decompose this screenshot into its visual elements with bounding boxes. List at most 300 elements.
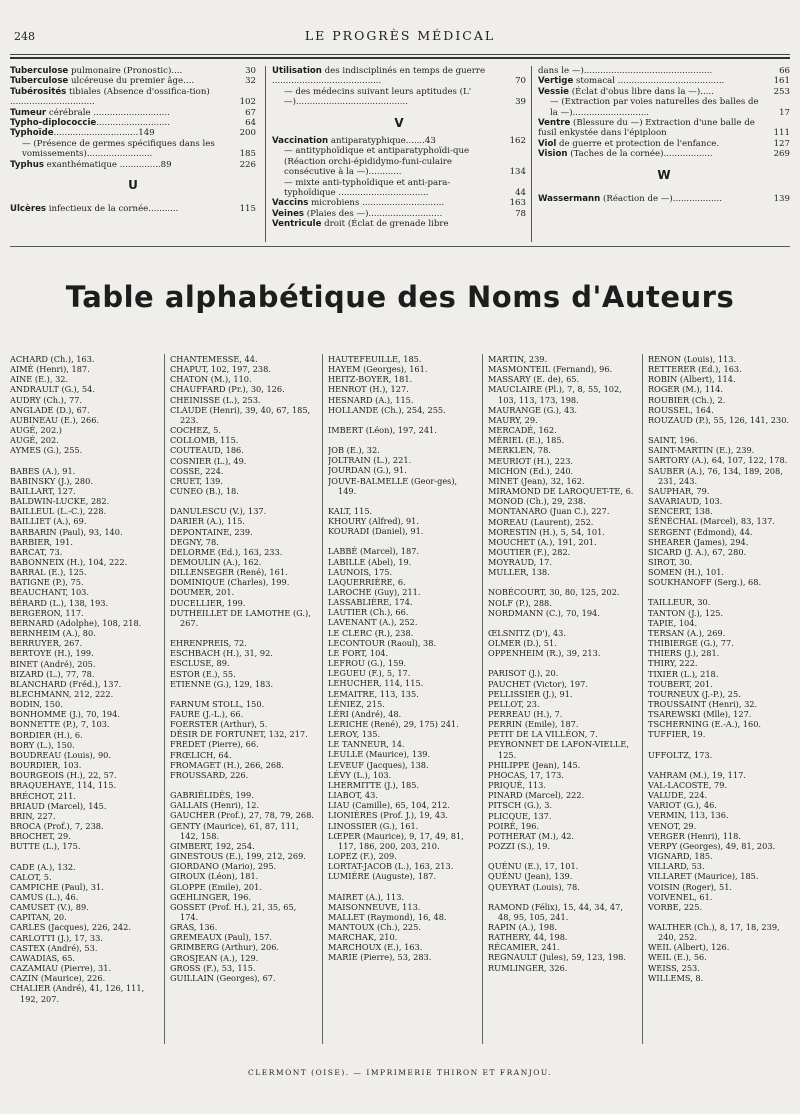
author-column-1 (10, 354, 158, 1044)
author-entry: TSAREWSKI (Mlle), 127. (648, 709, 752, 720)
page-ref: 70 (515, 76, 526, 87)
author-entry: FROMAGET (H.), 266, 268. (170, 759, 284, 770)
author-entry: LAUTIER (Ch.), 66. (328, 607, 409, 618)
author-entry: CARLES (Jacques), 226, 242. (10, 922, 131, 933)
subject-entry (10, 108, 256, 118)
author-entry: CHAUFFARD (Pr.), 30, 126. (170, 384, 285, 395)
author-entry: TAPIE, 104. (648, 617, 698, 628)
subject-entry (10, 139, 256, 160)
author-entry: WALTHER (Ch.), 8, 17, 18, 239, 240, 252. (648, 921, 780, 943)
author-entry: CAZIN (Maurice), 226. (10, 973, 106, 984)
spacer (170, 689, 316, 699)
spacer (170, 780, 316, 790)
page-ref: 139 (773, 194, 790, 205)
author-entry: DÉSIR DE FORTUNET, 132, 217. (170, 729, 308, 740)
author-entry: BARRAL (E.), 125. (10, 567, 87, 578)
author-entry: LE CLERC (R.), 238. (328, 627, 414, 638)
subject-entry (10, 204, 256, 214)
author-entry: HEITZ-BOYER, 181. (328, 374, 413, 385)
author-entry: BÉRARD (L.), 138, 193. (10, 597, 109, 608)
subject-entry (272, 87, 526, 108)
author-entry: JOUVE-BALMELLE (Geor-ges), 149. (328, 475, 458, 496)
author-entry: LAUNOIS, 175. (328, 566, 393, 577)
author-entry: BABINSKY (J.), 280. (10, 475, 93, 486)
page-ref: 161 (773, 76, 790, 87)
spacer (328, 496, 476, 506)
author-entry: AINE (E.), 32. (10, 374, 69, 385)
author-entry: BERTOYE (H.), 199. (10, 648, 94, 659)
author-entry: TSCHERNING (E.-A.), 160. (648, 719, 762, 730)
spacer (648, 587, 790, 597)
author-entry: BRIN, 227. (10, 810, 56, 821)
author-entry: CALOT, 5. (10, 871, 52, 882)
column-divider (642, 354, 643, 1044)
author-entry: CLAUDE (Henri), 39, 40, 67, 185, 223. (170, 404, 311, 425)
column-divider (164, 354, 165, 1044)
section-letter: U (128, 178, 138, 193)
author-entry: GAUCHER (Prof.), 27, 78, 79, 268. (170, 810, 314, 821)
author-entry: LŒPER (Maurice), 9, 17, 49, 81, 117, 186, 200, 203, 210. (328, 830, 464, 851)
subject-text: Vertige stomacal ....................................... (538, 76, 725, 87)
author-entry: FOERSTER (Arthur), 5. (170, 719, 268, 730)
page-ref: 64 (245, 118, 256, 129)
author-entry: SENCERT, 138. (648, 506, 713, 517)
author-entry: PHILIPPE (Jean), 145. (488, 759, 581, 770)
page-header (14, 28, 786, 48)
author-entry: JOURDAN (G.), 91. (328, 465, 407, 476)
author-entry: LÉRI (André), 48. (328, 708, 402, 719)
spacer (10, 852, 158, 862)
section-letter: W (657, 167, 671, 182)
author-entry: MARIE (Pierre), 53, 283. (328, 952, 432, 963)
author-entry: VAHRAM (M.), 19, 117. (648, 769, 746, 780)
author-entry: GREMEAUX (Paul), 157. (170, 932, 273, 943)
author-entry: TANTON (J.), 125. (648, 607, 724, 618)
author-entry: MOUTIER (F.), 282. (488, 546, 571, 557)
author-entry: THIERS (J.), 281. (648, 648, 720, 659)
subject-column-1 (10, 66, 256, 242)
spacer (648, 912, 790, 922)
author-entry: BABONNEIX (H.), 104, 222. (10, 556, 128, 567)
author-entry: VIGNARD, 185. (648, 851, 713, 862)
author-entry: LE FORT, 104. (328, 647, 389, 658)
author-entry: BERGERON, 117. (10, 607, 84, 618)
author-entry: SAVARIAUD, 103. (648, 496, 723, 507)
author-entry: KHOURY (Alfred), 91. (328, 516, 419, 527)
author-entry: GLOPPE (Emile), 201. (170, 881, 262, 892)
author-entry: WILLEMS, 8. (648, 972, 704, 983)
author-entry: GIORDANO (Mario), 295. (170, 861, 277, 872)
author-entry: MAIRET (A.), 113. (328, 891, 405, 902)
author-entry: LERICHE (René), 29, 175) 241. (328, 719, 459, 729)
author-entry: LIAU (Camille), 65, 104, 212. (328, 800, 450, 811)
author-entry: DELORME (Ed.), 163, 233. (170, 546, 283, 557)
author-entry: BAILLIET (A.), 69. (10, 516, 87, 527)
author-entry: BAILLEUL (L.-C.), 228. (10, 506, 107, 517)
subject-column-3 (538, 66, 790, 242)
author-entry: POZZI (S.), 19. (488, 841, 550, 852)
author-entry: MICHON (Ed.), 240. (488, 465, 574, 476)
author-entry: BARCAT, 73. (10, 546, 63, 557)
author-entry: BONNETTE (P.), 7, 103. (10, 719, 110, 730)
subject-entry (538, 139, 790, 149)
author-index-title: Table alphabétique des Noms d'Auteurs (65, 280, 735, 314)
author-entry: VERPY (Georges), 49, 81, 203. (648, 840, 776, 851)
author-entry: MEURIOT (H.), 223. (488, 455, 574, 466)
author-entry: BALDWIN-LUCKE, 282. (10, 496, 110, 507)
author-entry: VAL-LACOSTE, 79. (648, 779, 728, 790)
subject-entry (538, 194, 790, 204)
subject-text: Vaccins microbiens .............................. (272, 198, 445, 209)
author-entry: MAURANGE (G.), 43. (488, 404, 578, 415)
author-entry: LEGUEU (F.), 5, 17. (328, 668, 411, 679)
subject-text: Veines (Plaies des —)........................... (272, 208, 443, 219)
subject-text: Ventricule droit (Éclat de grenade libre (272, 219, 449, 230)
author-entry: CAZAMIAU (Pierre), 31. (10, 963, 112, 974)
author-entry: BIZARD (L.), 77, 78. (10, 668, 95, 679)
page-ref: 134 (509, 167, 526, 178)
author-entry: HENROT (H.), 127. (328, 384, 409, 395)
author-entry: BROCHET, 29. (10, 831, 71, 842)
author-entry: BARBARIN (Paul), 93, 140. (10, 526, 123, 537)
author-entry: TIXIER (L.), 218. (648, 668, 719, 679)
author-entry: VILLARD, 53. (648, 861, 705, 872)
author-entry: ROUBIER (Ch.), 2. (648, 394, 726, 405)
author-entry: MONOD (Ch.), 29, 238. (488, 496, 586, 507)
printer-footer: CLERMONT (OISE). — IMPRIMERIE THIRON ET FRANJOU. (248, 1068, 552, 1077)
author-entry: BLANCHARD (Fréd.), 137. (10, 678, 122, 689)
author-entry: PELLOT, 23. (488, 698, 540, 709)
subject-entry (10, 76, 256, 86)
subject-text: Tuberculose pulmonaire (Pronostic).... (10, 66, 183, 76)
spacer (328, 882, 476, 892)
running-title: LE PROGRÈS MÉDICAL (304, 28, 496, 43)
author-entry: BLECHMANN, 212, 222. (10, 689, 114, 699)
author-entry: JOB (E.), 32. (328, 445, 380, 456)
subject-text: Vision (Taches de la cornée).................. (538, 149, 713, 160)
subject-text: — mixte anti-typhoïdique et anti-para-typhoïdique ................................. (284, 177, 451, 199)
author-entry: MARCHOUX (E.), 163. (328, 942, 423, 953)
author-column-4 (488, 354, 636, 1044)
author-entry: MOYRAUD, 17. (488, 557, 552, 568)
author-entry: CAMUS (L.), 46. (10, 891, 79, 902)
author-entry: ROGER (M.), 114. (648, 384, 723, 395)
author-entry: CHANTEMESSE, 44. (170, 354, 258, 364)
author-entry: MERCADÉ, 162. (488, 425, 557, 436)
spacer (170, 628, 316, 638)
author-entry: AYMES (G.), 255. (10, 445, 83, 456)
author-entry: ESCLUSE, 89. (170, 658, 230, 669)
author-entry: GROSJEAN (A.), 129. (170, 952, 259, 963)
header-rule (10, 54, 790, 55)
author-entry: MINET (Jean), 32, 162. (488, 475, 585, 486)
subject-entry (272, 219, 526, 229)
author-entry: COUTEAUD, 186. (170, 445, 244, 456)
author-entry: VOIVENEL, 61. (648, 891, 713, 902)
author-entry: VARIOT (G.), 46. (648, 800, 717, 811)
spacer (488, 618, 636, 628)
subject-text: Utilisation des indisciplinés en temps de guerre ........................................ (272, 66, 486, 87)
author-entry: PRIQUÉ, 113. (488, 780, 546, 791)
author-entry: MARTIN, 239. (488, 354, 548, 364)
author-entry: DILLENSEGER (René), 161. (170, 567, 288, 578)
author-entry: HAYEM (Georges), 161. (328, 364, 428, 375)
page-ref: 115 (239, 204, 256, 215)
author-entry: EHRENPREIS, 72. (170, 638, 247, 649)
page-ref: 111 (773, 128, 790, 139)
author-entry: AUBINEAU (E.), 266. (10, 414, 100, 425)
author-entry: BERRUYER, 267. (10, 638, 83, 649)
author-entry: TOURNEUX (J.-P.), 25. (648, 688, 741, 699)
author-entry: BRÉCHOT, 211. (10, 790, 76, 801)
author-entry: AIMÉ (Henri), 187. (10, 364, 90, 375)
author-entry: MANTOUX (Ch.), 225. (328, 921, 421, 932)
author-entry: MASSARY (E. de), 65. (488, 374, 580, 385)
subject-entry (538, 76, 790, 86)
author-entry: MAISONNEUVE, 113. (328, 901, 421, 912)
author-entry: POIRÉ, 196. (488, 820, 540, 831)
author-entry: MALLET (Raymond), 16, 48. (328, 911, 447, 922)
author-entry: LHERMITTE (J.), 185. (328, 779, 420, 790)
page-ref: 44 (515, 188, 526, 199)
subject-entry (272, 136, 526, 146)
author-entry: PELLISSIER (J.), 91. (488, 688, 573, 699)
author-entry: SICARD (J. A.), 67, 280. (648, 546, 747, 557)
subject-text: Typho-diplococcie........................... (10, 118, 171, 129)
author-entry: LAQUERRIÈRE, 6. (328, 576, 406, 587)
author-entry: ACHARD (Ch.), 163. (10, 354, 95, 364)
author-entry: GALLAIS (Henri), 12. (170, 800, 260, 811)
author-entry: WEISS, 253. (648, 962, 700, 973)
author-entry: HOLLANDE (Ch.), 254, 255. (328, 404, 446, 415)
author-entry: PERRIN (Emile), 187. (488, 719, 579, 730)
page-ref: 253 (773, 86, 790, 97)
author-entry: OPPENHEIM (R.), 39, 213. (488, 648, 601, 659)
subject-entry (10, 66, 256, 76)
author-entry: BRIAUD (Marcel), 145. (10, 800, 107, 811)
author-entry: SHEARER (James), 294. (648, 536, 749, 547)
author-entry: CHATON (M.), 110. (170, 374, 252, 385)
author-entry: BARBIER, 191. (10, 536, 73, 547)
page-ref: 226 (239, 159, 256, 170)
author-entry: ROUSSEL, 164. (648, 404, 714, 415)
author-entry: TAILLEUR, 30. (648, 597, 711, 608)
author-entry: ESTOR (E.), 55. (170, 668, 236, 679)
author-entry: LAVENANT (A.), 252. (328, 617, 418, 628)
author-entry: GINESTOUS (E.), 199, 212, 269. (170, 851, 306, 862)
author-entry: ANDRAULT (G.), 54. (10, 384, 95, 395)
spacer (488, 577, 636, 587)
author-entry: BOURGEOIS (H.), 22, 57. (10, 770, 117, 781)
author-entry: RATHERY, 44, 198. (488, 932, 568, 943)
author-entry: WEIL (E.), 56. (648, 952, 707, 963)
author-entry: POTHERAT (M.), 42. (488, 830, 575, 841)
subject-text: Ventre (Blessure du —) Extraction d'une balle de fusil enkystée dans l'épiploon (538, 118, 755, 139)
subject-text: Typhoïde...............................149 (10, 128, 155, 139)
spacer (648, 760, 790, 770)
subject-entry (538, 118, 790, 139)
page-ref: 163 (509, 198, 526, 209)
page-ref: 17 (779, 107, 790, 118)
author-entry: OLMER (D.), 51. (488, 638, 557, 649)
spacer (328, 415, 476, 425)
column-divider (482, 354, 483, 1044)
author-entry: LE TANNEUR, 14. (328, 739, 405, 750)
subject-text: Viol de guerre et protection de l'enfance. (538, 138, 720, 149)
author-entry: LÉVY (L.), 103. (328, 769, 392, 780)
author-entry: BORY (L.), 150. (10, 739, 75, 750)
author-entry: LASSABLIÈRE, 174. (328, 597, 413, 608)
author-entry: GIROUX (Léon), 181. (170, 871, 259, 882)
author-entry: TUFFIER, 19. (648, 729, 706, 740)
author-entry: LABILLE (Abel), 19. (328, 556, 412, 567)
page-ref: 39 (515, 97, 526, 108)
author-entry: BERNHEIM (A.), 80. (10, 628, 96, 639)
subject-entry (10, 160, 256, 170)
subject-text: — des médecins suivant leurs aptitudes (L' —)......................................... (284, 86, 472, 108)
author-entry: CASTEX (André), 53. (10, 942, 98, 953)
author-entry: SOUKHANOFF (Serg.), 68. (648, 577, 762, 588)
author-entry: AUGÉ, 202.) (10, 425, 62, 436)
author-entry: ROBIN (Albert), 114. (648, 374, 736, 385)
page-ref: 32 (245, 76, 256, 87)
subject-entry (272, 209, 526, 219)
author-entry: SAUPHAR, 79. (648, 485, 710, 496)
author-entry: LORTAT-JACOB (L.), 163, 213. (328, 861, 454, 872)
author-entry: PERREAU (H.), 7. (488, 709, 563, 719)
author-entry: LÉNIEZ, 215. (328, 698, 385, 709)
author-entry: FARNUM STOLL, 150. (170, 698, 265, 709)
author-entry: PITSCH (G.), 3. (488, 800, 553, 811)
author-entry: IMBERT (Léon), 197, 241. (328, 424, 437, 435)
author-entry: MAURY, 29. (488, 414, 538, 425)
page-ref: 185 (239, 149, 256, 160)
author-entry: BONHOMME (J.), 70, 194. (10, 709, 120, 720)
author-entry: LINOSSIER (G.), 161. (328, 820, 419, 831)
author-entry: VOISIN (Roger), 51. (648, 881, 733, 892)
subject-entry (538, 149, 790, 159)
author-entry: ANGLADE (D.), 67. (10, 404, 90, 415)
column-divider (322, 354, 323, 1044)
author-entry: PHOCAS, 17, 173. (488, 769, 564, 780)
subject-text: dans le —)............................................... (538, 66, 713, 76)
author-entry: MARCHAK, 210. (328, 932, 398, 943)
author-entry: VALUDE, 224. (648, 790, 708, 801)
author-entry: GABRIÉLIDÈS, 199. (170, 790, 254, 801)
author-entry: VILLARET (Maurice), 185. (648, 871, 759, 882)
author-entry: SIROT, 30. (648, 556, 693, 567)
author-entry: MORESTIN (H.), 5, 54, 101. (488, 526, 605, 537)
author-entry: DUCELLIER, 199. (170, 597, 246, 608)
author-entry: MAUCLAIRE (Pl.), 7, 8, 55, 102, 103, 113, 173, 198. (488, 384, 622, 405)
author-entry: BOURDIER, 103. (10, 760, 82, 771)
author-entry: MASMONTEIL (Fernand), 96. (488, 364, 613, 375)
author-entry: CHEINISSE (L.), 253. (170, 394, 261, 405)
author-entry: GŒHLINGER, 196. (170, 891, 251, 902)
author-entry: GENTY (Maurice), 61, 87, 111, 142, 158. (170, 820, 299, 841)
author-entry: HAUTEFEUILLE, 185. (328, 354, 422, 364)
author-entry: DEPONTAINE, 239. (170, 526, 253, 537)
spacer (328, 435, 476, 445)
author-entry: SOMEN (H.), 101. (648, 567, 725, 578)
author-entry: GRAS, 136. (170, 922, 218, 933)
author-entry: SAINT-MARTIN (E.), 239. (648, 445, 755, 456)
author-entry: FROUSSARD, 226. (170, 769, 249, 780)
author-entry: LABBÉ (Marcel), 187. (328, 546, 420, 557)
author-entry: DOUMER, 201. (170, 587, 235, 598)
author-entry: PEYRONNET DE LAFON-VIELLE, 125. (488, 739, 629, 760)
subject-entry (272, 66, 526, 87)
page-ref: 67 (245, 107, 256, 118)
spacer (10, 456, 158, 466)
author-entry: DOMINIQUE (Charles), 199. (170, 577, 290, 588)
author-entry: SARTORY (A.), 64, 107, 122, 178. (648, 455, 788, 466)
author-entry: LEHUCHER, 114, 115. (328, 678, 424, 689)
author-entry: BERNARD (Adolphe), 108, 218. (10, 617, 142, 628)
spacer (488, 658, 636, 668)
author-entry: SERGENT (Edmond), 44. (648, 526, 753, 537)
author-entry: THIBIERGE (G.), 77. (648, 638, 734, 649)
author-entry: MULLER, 138. (488, 567, 550, 578)
author-entry: BROCA (Prof.), 7, 238. (10, 821, 104, 832)
author-entry: TOUBERT, 201. (648, 678, 713, 689)
author-entry: MOUCHET (A.), 191, 201. (488, 536, 597, 547)
author-entry: PLICQUE, 137. (488, 810, 552, 821)
author-entry: CAMPICHE (Paul), 31. (10, 881, 104, 892)
author-entry: WEIL (Albert), 126. (648, 942, 730, 953)
author-entry: QUÉNU (Jean), 139. (488, 871, 573, 882)
subject-entry (10, 118, 256, 128)
author-entry: VORBE, 225. (648, 901, 703, 912)
author-entry: LUMIÈRE (Auguste), 187. (328, 871, 437, 882)
header-rule-thick (10, 57, 790, 59)
page-ref: 162 (509, 136, 526, 147)
subject-column-2 (272, 66, 526, 242)
author-entry: VERMIN, 113, 136. (648, 810, 729, 821)
author-column-3 (328, 354, 476, 1044)
author-entry: HESNARD (A.), 115. (328, 394, 414, 405)
page-ref: 66 (779, 66, 790, 76)
author-entry: RAMOND (Félix), 15, 44, 34, 47, 48, 95, 105, 241. (488, 901, 623, 922)
author-entry: MONTANARO (Juan C.), 227. (488, 506, 610, 517)
page-ref: 127 (773, 138, 790, 149)
author-entry: ŒLSNITZ (D'), 43. (488, 627, 566, 638)
author-entry: SAINT, 196. (648, 435, 698, 446)
author-entry: DEGNY, 78. (170, 536, 219, 547)
subject-text: Tumeur cérébrale ............................ (10, 107, 170, 118)
page-ref: 78 (515, 208, 526, 219)
author-entry: PAUCHET (Victor), 197. (488, 678, 588, 689)
author-entry: COSSE, 224. (170, 465, 224, 476)
author-entry: CRUET, 139. (170, 475, 223, 486)
author-entry: CAWADIAS, 65. (10, 952, 76, 963)
author-entry: DANULESCU (V.), 137. (170, 506, 267, 517)
author-entry: GRIMBERG (Arthur), 206. (170, 942, 280, 953)
author-entry: FAURE (J.-L.), 66. (170, 709, 244, 719)
author-entry: VERGER (Henri), 118. (648, 830, 741, 841)
author-entry: LEMAITRE, 113, 135. (328, 688, 419, 699)
subject-entry (272, 178, 526, 199)
author-entry: BRAQUEHAYE, 114, 115. (10, 780, 117, 791)
author-entry: THIRY, 222. (648, 658, 698, 669)
author-entry: FRŒLICH, 64. (170, 749, 232, 760)
author-entry: UFFOLTZ, 173. (648, 749, 713, 760)
author-entry: RAPIN (A.), 198. (488, 921, 557, 932)
author-entry: GIMBERT, 192, 254. (170, 840, 255, 851)
author-entry: CAMUSET (V.), 89. (10, 902, 89, 913)
author-entry: PARISOT (J.), 20. (488, 668, 559, 679)
author-entry: MOREAU (Laurent), 252. (488, 516, 594, 527)
